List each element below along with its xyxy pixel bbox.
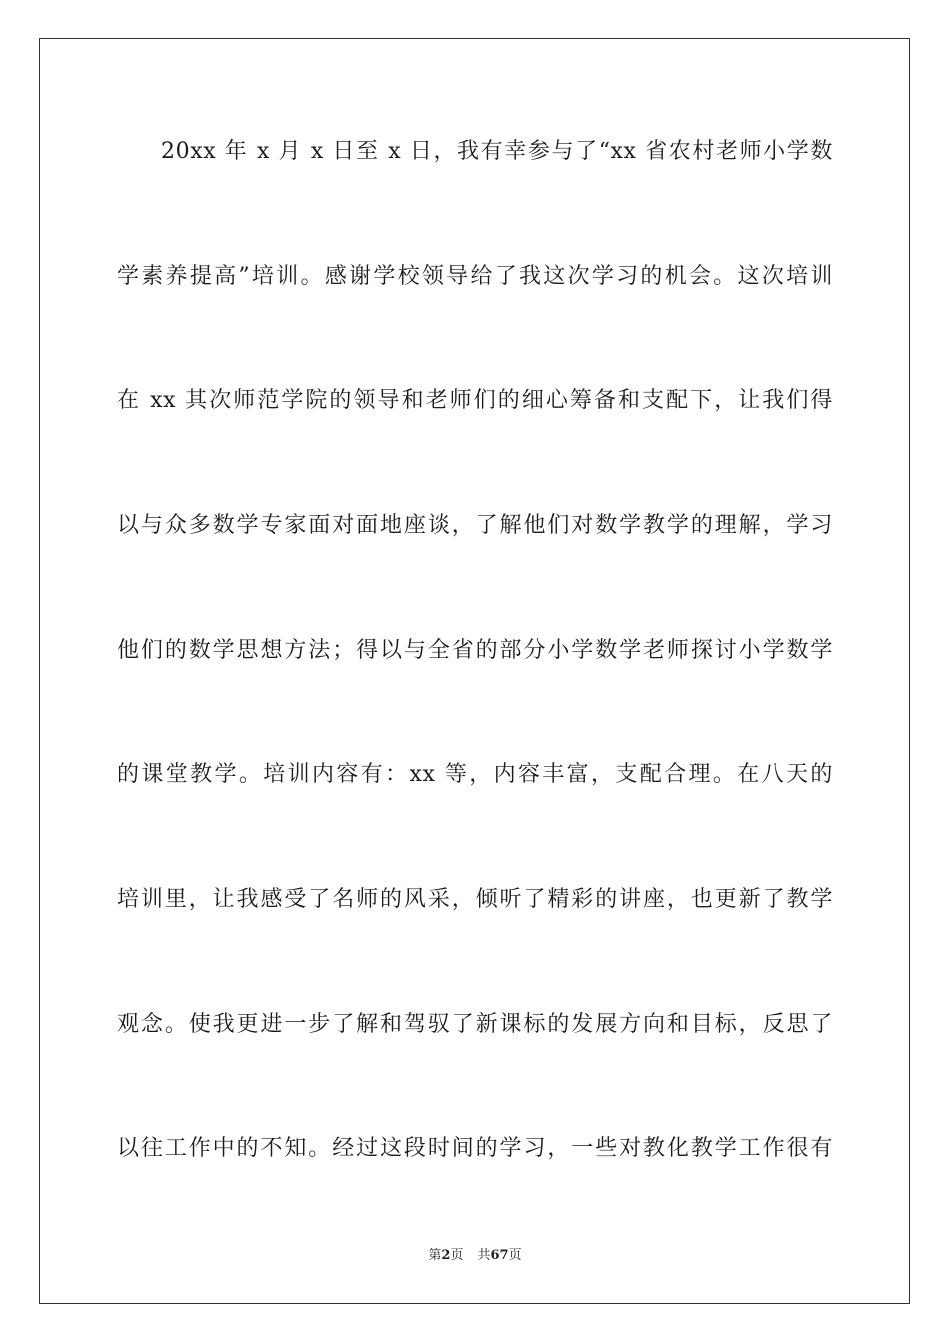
total-suffix: 页 <box>508 1248 522 1263</box>
body-text-line-9: 以往工作中的不知。经过这段时间的学习，一些对教化教学工作很有 <box>117 1136 833 1161</box>
body-text-line-4: 以与众多数学专家面对面地座谈，了解他们对数学教学的理解，学习 <box>117 513 833 538</box>
body-text-line-2: 学素养提高”培训。感谢学校领导给了我这次学习的机会。这次培训 <box>117 264 833 289</box>
page-border <box>39 38 910 1304</box>
body-text-line-5: 他们的数学思想方法；得以与全省的部分小学数学老师探讨小学数学 <box>117 638 833 663</box>
body-text-line-6: 的课堂教学。培训内容有：xx 等，内容丰富，支配合理。在八天的 <box>117 762 833 787</box>
body-text-line-7: 培训里，让我感受了名师的风采，倾听了精彩的讲座，也更新了教学 <box>117 887 833 912</box>
total-page-count: 67 <box>490 1248 509 1263</box>
total-prefix: 共 <box>477 1248 491 1263</box>
current-page-number: 2 <box>441 1248 451 1263</box>
page-prefix: 第 <box>428 1248 442 1263</box>
page-footer <box>0 1247 950 1265</box>
body-text-line-3: 在 xx 其次师范学院的领导和老师们的细心筹备和支配下，让我们得 <box>117 388 833 413</box>
page-suffix: 页 <box>450 1248 464 1263</box>
body-text-line-1: 20xx 年 x 月 x 日至 x 日，我有幸参与了“xx 省农村老师小学数 <box>161 139 833 164</box>
body-text-line-8: 观念。使我更进一步了解和驾驭了新课标的发展方向和目标，反思了 <box>117 1012 833 1037</box>
